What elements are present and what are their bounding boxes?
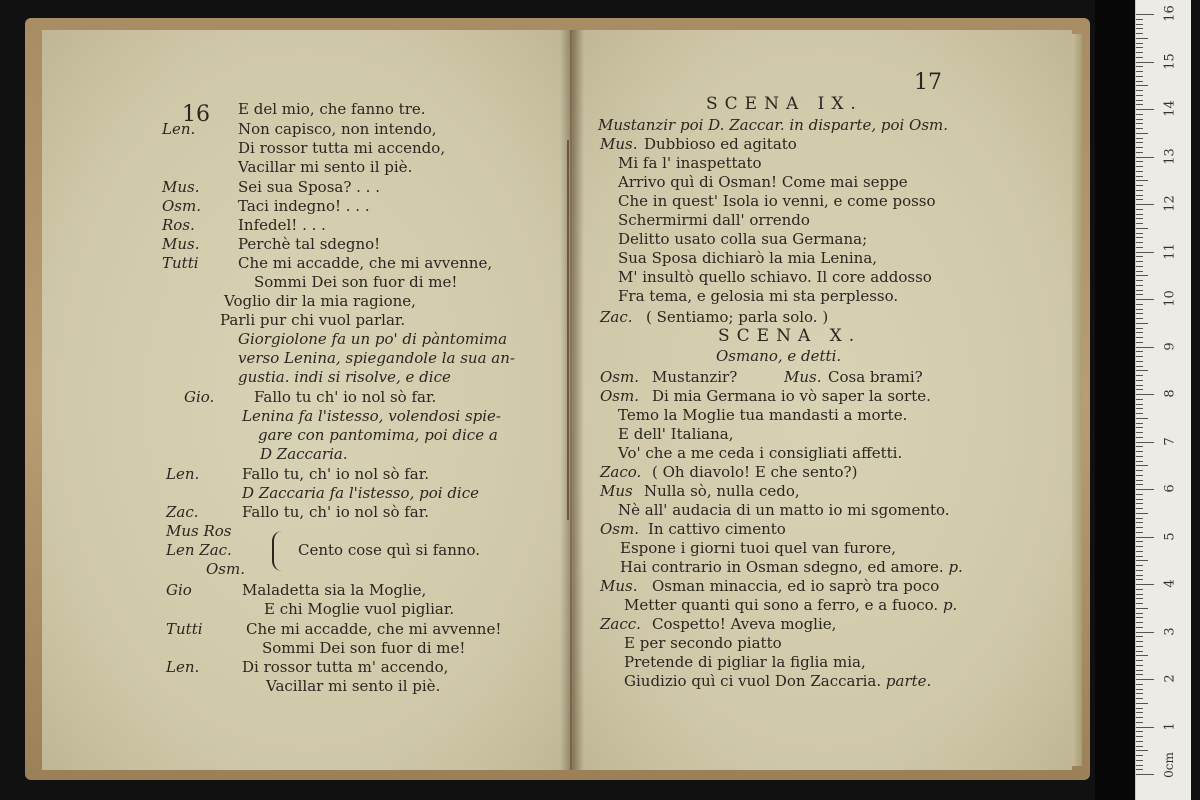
speaker-label: Len.	[166, 465, 200, 483]
ruler-tick	[1136, 38, 1148, 39]
ruler-tick	[1136, 622, 1143, 623]
ruler-tick	[1136, 475, 1143, 476]
speaker-label: Zac.	[600, 308, 633, 326]
ruler-tick	[1136, 584, 1154, 585]
ruler-tick	[1136, 157, 1154, 158]
ruler-tick	[1136, 608, 1148, 609]
speaker-label: Mus.	[600, 135, 638, 153]
ruler-tick	[1136, 446, 1143, 447]
exit-mark: p.	[942, 596, 958, 614]
verse-line: Schermirmi dall' orrendo	[618, 211, 810, 229]
verse-line: Cento cose quì si fanno.	[298, 541, 481, 559]
ruler-tick	[1136, 532, 1143, 533]
ruler-tick	[1136, 275, 1148, 276]
ruler-number: 5	[1162, 531, 1178, 541]
ruler-tick	[1136, 242, 1143, 243]
ruler-tick	[1136, 651, 1143, 652]
speaker-label: Ros.	[162, 216, 195, 234]
speaker-label: Len.	[166, 658, 200, 676]
ruler-number: 4	[1162, 579, 1178, 588]
ruler-tick	[1136, 731, 1143, 732]
ruler-tick	[1136, 394, 1154, 395]
verse-line: Di mia Germana io vò saper la sorte.	[652, 387, 931, 405]
stage-direction: Giorgiolone fa un po' di pàntomima	[238, 330, 508, 348]
verse-line: Espone i giorni tuoi quel van furore,	[620, 539, 897, 557]
verse-line: In cattivo cimento	[648, 520, 786, 538]
ruler-tick	[1136, 437, 1143, 438]
verse-line: Fallo tu, ch' io nol sò far.	[242, 465, 430, 483]
ruler-tick	[1136, 290, 1143, 291]
ruler-tick	[1136, 380, 1143, 381]
dark-backdrop	[1095, 0, 1135, 800]
speaker-label: Mus.	[162, 178, 200, 196]
verse-text: Giudizio quì ci vuol Don Zaccaria.	[624, 672, 882, 690]
verse-line: Che in quest' Isola io venni, e come posso	[618, 192, 936, 210]
speaker-label: Osm.	[162, 197, 201, 215]
verse-line: Maladetta sia la Moglie,	[242, 581, 427, 599]
ruler-tick	[1136, 760, 1143, 761]
ruler-tick	[1136, 755, 1143, 756]
ruler-tick	[1136, 503, 1143, 504]
verse-line: Cosa brami?	[828, 368, 923, 386]
ruler-tick	[1136, 389, 1143, 390]
ruler-number: 6	[1162, 484, 1178, 493]
ruler-tick	[1136, 518, 1143, 519]
verse-line: Nè all' audacia di un matto io mi sgomento.	[618, 501, 950, 519]
ruler-number: 8	[1162, 389, 1178, 398]
verse-line: ( Oh diavolo! E che sento?)	[652, 463, 858, 481]
ruler-tick	[1136, 328, 1143, 329]
group-speaker: Len Zac.	[166, 541, 232, 559]
ruler-tick	[1136, 537, 1154, 538]
ruler-tick	[1136, 309, 1143, 310]
ruler-tick	[1136, 185, 1143, 186]
verse-line: Di rossor tutta m' accendo,	[242, 658, 449, 676]
ruler-tick	[1136, 313, 1143, 314]
right-page	[572, 30, 1072, 770]
ruler-tick	[1136, 252, 1154, 253]
ruler-tick	[1136, 494, 1143, 495]
ruler-tick	[1136, 722, 1143, 723]
speaker-label: Zacc.	[600, 615, 641, 633]
ruler-tick	[1136, 646, 1143, 647]
ruler-tick	[1136, 43, 1143, 44]
scene-heading: SCENA IX.	[706, 94, 863, 114]
verse-line: Arrivo quì di Osman! Come mai seppe	[618, 173, 908, 191]
ruler-tick	[1136, 119, 1143, 120]
verse-line: Fallo tu ch' io nol sò far.	[254, 388, 437, 406]
ruler-tick	[1136, 632, 1154, 633]
ruler-tick	[1136, 57, 1143, 58]
ruler-tick	[1136, 617, 1143, 618]
speaker-label: Osm.	[600, 387, 639, 405]
verse-line: Nulla sò, nulla cedo,	[644, 482, 800, 500]
page-number: 16	[182, 102, 210, 127]
ruler-tick	[1136, 190, 1143, 191]
ruler-tick	[1136, 123, 1143, 124]
ruler-tick	[1136, 670, 1143, 671]
ruler-tick	[1136, 750, 1148, 751]
ruler-tick	[1136, 451, 1143, 452]
ruler-tick	[1136, 423, 1143, 424]
verse-line: Vacillar mi sento il piè.	[238, 158, 413, 176]
speaker-label: Mus	[600, 482, 633, 500]
speaker-label: Mus.	[162, 235, 200, 253]
ruler-number: 12	[1162, 195, 1178, 212]
ruler-number: 2	[1162, 674, 1178, 683]
verse-line: Che mi accadde, che mi avvenne,	[238, 254, 493, 272]
ruler-tick	[1136, 375, 1143, 376]
ruler-tick	[1136, 589, 1143, 590]
ruler-tick	[1136, 674, 1143, 675]
speaker-label: Gio.	[184, 388, 215, 406]
ruler-tick	[1136, 427, 1143, 428]
stage-direction: D Zaccaria fa l'istesso, poi dice	[242, 484, 480, 502]
ruler-tick	[1136, 138, 1143, 139]
verse-line: Fra tema, e gelosia mi sta perplesso.	[618, 287, 899, 305]
ruler-tick	[1136, 660, 1143, 661]
ruler-tick	[1136, 655, 1148, 656]
ruler-tick	[1136, 28, 1143, 29]
ruler-tick	[1136, 361, 1143, 362]
ruler-tick	[1136, 166, 1143, 167]
exit-mark: p.	[948, 558, 963, 576]
ruler-tick	[1136, 228, 1148, 229]
ruler-tick	[1136, 90, 1143, 91]
stage-direction: Lenina fa l'istesso, volendosi spie-	[242, 407, 501, 425]
speaker-label: Tutti	[166, 620, 203, 638]
verse-line: M' insultò quello schiavo. Il core addosso	[618, 268, 932, 286]
ruler-tick	[1136, 408, 1143, 409]
speaker-label: Tutti	[162, 254, 199, 272]
verse-line: Che mi accadde, che mi avvenne!	[246, 620, 502, 638]
ruler-tick	[1136, 527, 1143, 528]
ruler-tick	[1136, 180, 1148, 181]
ruler-tick	[1136, 114, 1143, 115]
ruler-tick	[1136, 71, 1143, 72]
ruler-tick	[1136, 104, 1143, 105]
ruler-tick	[1136, 52, 1143, 53]
verse-line: Parli pur chi vuol parlar.	[220, 311, 406, 329]
ruler-number: 15	[1162, 52, 1178, 70]
stage-direction: Osmano, e detti.	[716, 347, 842, 365]
verse-line: Osman minaccia, ed io saprò tra poco	[652, 577, 940, 595]
ruler-tick	[1136, 351, 1143, 352]
ruler-tick	[1136, 418, 1148, 419]
ruler-tick	[1136, 769, 1143, 770]
ruler-tick	[1136, 332, 1143, 333]
ruler-tick	[1136, 565, 1143, 566]
ruler-tick	[1136, 499, 1143, 500]
speaker-label: Len.	[162, 120, 196, 138]
verse-line: Temo la Moglie tua mandasti a morte.	[618, 406, 908, 424]
verse-line: Vacillar mi sento il piè.	[266, 677, 441, 695]
speaker-label: Mus.	[784, 368, 822, 386]
ruler-tick	[1136, 765, 1143, 766]
ruler-tick	[1136, 708, 1143, 709]
verse-line: Sommi Dei son fuor di me!	[262, 639, 466, 657]
ruler-tick	[1136, 703, 1148, 704]
ruler-tick	[1136, 176, 1143, 177]
ruler-tick	[1136, 698, 1143, 699]
ruler-tick	[1136, 85, 1148, 86]
verse-line	[624, 596, 957, 615]
ruler-tick	[1136, 161, 1143, 162]
ruler-tick	[1136, 641, 1143, 642]
verse-line: Non capisco, non intendo,	[238, 120, 437, 138]
ruler-tick	[1136, 299, 1154, 300]
ruler-tick	[1136, 689, 1143, 690]
ruler-tick	[1136, 62, 1154, 63]
ruler-tick	[1136, 579, 1143, 580]
ruler-tick	[1136, 14, 1154, 15]
verse-line: Sommi Dei son fuor di me!	[254, 273, 458, 291]
verse-line: Dubbioso ed agitato	[644, 135, 797, 153]
ruler-tick	[1136, 209, 1143, 210]
ruler-tick	[1136, 470, 1143, 471]
ruler-tick	[1136, 195, 1143, 196]
ruler-tick	[1136, 266, 1143, 267]
ruler-tick	[1136, 556, 1143, 557]
stage-direction: D Zaccaria.	[260, 445, 348, 463]
verse-line: Sua Sposa dichiarò la mia Lenina,	[618, 249, 878, 267]
ruler-tick	[1136, 560, 1148, 561]
ruler-tick	[1136, 285, 1143, 286]
ruler-tick	[1136, 347, 1154, 348]
ruler-tick	[1136, 356, 1143, 357]
verse-line	[620, 558, 963, 577]
ruler-number: 10	[1162, 290, 1178, 307]
ruler-tick	[1136, 247, 1143, 248]
book-gutter	[560, 30, 584, 770]
binding-thread	[567, 140, 569, 520]
verse-line: Vo' che a me ceda i consigliati affetti.	[618, 444, 903, 462]
ruler-tick	[1136, 199, 1143, 200]
stage-direction: gustia. indi si risolve, e dice	[238, 368, 451, 386]
ruler-tick	[1136, 546, 1143, 547]
ruler-tick	[1136, 337, 1143, 338]
ruler-number: 11	[1162, 242, 1178, 260]
ruler-tick	[1136, 318, 1143, 319]
ruler-tick	[1136, 370, 1148, 371]
ruler-tick	[1136, 746, 1143, 747]
verse-line: E dell' Italiana,	[618, 425, 734, 443]
ruler-tick	[1136, 717, 1143, 718]
ruler-tick	[1136, 280, 1143, 281]
ruler-tick	[1136, 413, 1143, 414]
verse-line: E del mio, che fanno tre.	[238, 100, 426, 118]
stage-direction: Mustanzir poi D. Zaccar. in disparte, poi Osm.	[598, 116, 949, 134]
ruler-tick	[1136, 456, 1143, 457]
ruler-tick	[1136, 147, 1143, 148]
ruler-tick	[1136, 128, 1143, 129]
ruler-tick	[1136, 594, 1143, 595]
ruler-tick	[1136, 171, 1143, 172]
ruler-tick	[1136, 489, 1154, 490]
verse-line	[624, 672, 931, 691]
ruler-tick	[1136, 100, 1143, 101]
speaker-label: Osm.	[600, 368, 639, 386]
ruler-tick	[1136, 233, 1143, 234]
speaker-label: Osm.	[600, 520, 639, 538]
ruler-tick	[1136, 95, 1143, 96]
ruler-tick	[1136, 214, 1143, 215]
ruler-tick	[1136, 432, 1143, 433]
ruler-tick	[1136, 461, 1143, 462]
verse-line: Mustanzir?	[652, 368, 738, 386]
speaker-label: Zaco.	[600, 463, 642, 481]
scene-heading: SCENA X.	[718, 326, 862, 346]
ruler-tick	[1136, 541, 1143, 542]
verse-line: Cospetto! Aveva moglie,	[652, 615, 837, 633]
ruler-tick	[1136, 774, 1154, 775]
ruler-tick	[1136, 342, 1143, 343]
ruler-tick	[1136, 271, 1143, 272]
ruler-tick	[1136, 133, 1148, 134]
ruler-tick	[1136, 484, 1143, 485]
left-page	[42, 30, 570, 770]
ruler-tick	[1136, 627, 1143, 628]
measuring-ruler	[1135, 0, 1191, 800]
ruler-tick	[1136, 47, 1143, 48]
ruler-tick	[1136, 76, 1143, 77]
stage-direction: verso Lenina, spiegandole la sua an-	[238, 349, 515, 367]
verse-line: E chi Moglie vuol pigliar.	[264, 600, 455, 618]
ruler-tick	[1136, 109, 1154, 110]
verse-line: Infedel! . . .	[238, 216, 326, 234]
ruler-tick	[1136, 551, 1143, 552]
ruler-tick	[1136, 294, 1143, 295]
ruler-tick	[1136, 304, 1143, 305]
ruler-tick	[1136, 66, 1143, 67]
ruler-tick	[1136, 684, 1143, 685]
ruler-tick	[1136, 522, 1143, 523]
ruler-tick	[1136, 603, 1143, 604]
ruler-tick	[1136, 404, 1143, 405]
verse-line: Fallo tu, ch' io nol sò far.	[242, 503, 430, 521]
ruler-tick	[1136, 693, 1143, 694]
page-edge	[1072, 34, 1082, 766]
ruler-tick	[1136, 223, 1143, 224]
verse-line: Sei sua Sposa? . . .	[238, 178, 380, 196]
ruler-tick	[1136, 570, 1143, 571]
speaker-label: Mus.	[600, 577, 638, 595]
ruler-number: 16	[1162, 5, 1178, 22]
verse-line: Di rossor tutta mi accendo,	[238, 139, 446, 157]
group-speaker: Mus Ros	[166, 522, 232, 540]
verse-line: E per secondo piatto	[624, 634, 782, 652]
ruler-number: 9	[1162, 341, 1178, 351]
ruler-number: 7	[1162, 436, 1178, 446]
verse-line: Mi fa l' inaspettato	[618, 154, 762, 172]
speaker-label: Gio	[166, 581, 192, 599]
verse-text: Metter quanti qui sono a ferro, e a fuoco.	[624, 596, 939, 614]
ruler-number: 3	[1162, 626, 1178, 636]
verse-line: Voglio dir la mia ragione,	[224, 292, 416, 310]
verse-line: Pretende di pigliar la figlia mia,	[624, 653, 866, 671]
ruler-tick	[1136, 741, 1143, 742]
ruler-tick	[1136, 513, 1148, 514]
verse-line: Delitto usato colla sua Germana;	[618, 230, 868, 248]
ruler-tick	[1136, 261, 1143, 262]
ruler-tick	[1136, 237, 1143, 238]
group-brace	[272, 531, 282, 571]
ruler-tick	[1136, 679, 1154, 680]
ruler-unit-label: 0cm	[1161, 752, 1176, 778]
verse-line: Taci indegno! . . .	[238, 197, 370, 215]
speaker-label: Zac.	[166, 503, 199, 521]
ruler-tick	[1136, 385, 1143, 386]
verse-text: Hai contrario in Osman sdegno, ed amore.	[620, 558, 944, 576]
ruler-tick	[1136, 712, 1143, 713]
ruler-tick	[1136, 598, 1143, 599]
ruler-tick	[1136, 442, 1154, 443]
ruler-tick	[1136, 142, 1143, 143]
ruler-tick	[1136, 366, 1143, 367]
ruler-number: 1	[1162, 721, 1178, 731]
ruler-tick	[1136, 575, 1143, 576]
ruler-number: 14	[1162, 100, 1178, 117]
stage-direction: gare con pantomima, poi dice a	[258, 426, 498, 444]
group-speaker: Osm.	[206, 560, 245, 578]
ruler-tick	[1136, 636, 1143, 637]
ruler-tick	[1136, 465, 1148, 466]
ruler-tick	[1136, 399, 1143, 400]
ruler-tick	[1136, 19, 1143, 20]
verse-line: Perchè tal sdegno!	[238, 235, 381, 253]
ruler-tick	[1136, 480, 1143, 481]
exit-mark: parte.	[885, 672, 932, 690]
ruler-tick	[1136, 218, 1143, 219]
ruler-tick	[1136, 256, 1143, 257]
ruler-tick	[1136, 665, 1143, 666]
ruler-tick	[1136, 204, 1154, 205]
ruler-number: 13	[1162, 147, 1178, 165]
ruler-tick	[1136, 508, 1143, 509]
ruler-tick	[1136, 33, 1143, 34]
ruler-tick	[1136, 613, 1143, 614]
page-number: 17	[914, 70, 942, 95]
ruler-tick	[1136, 152, 1143, 153]
ruler-tick	[1136, 727, 1154, 728]
ruler-tick	[1136, 736, 1143, 737]
verse-line: ( Sentiamo; parla solo. )	[646, 308, 829, 326]
ruler-tick	[1136, 81, 1143, 82]
ruler-tick	[1136, 24, 1143, 25]
ruler-tick	[1136, 323, 1148, 324]
